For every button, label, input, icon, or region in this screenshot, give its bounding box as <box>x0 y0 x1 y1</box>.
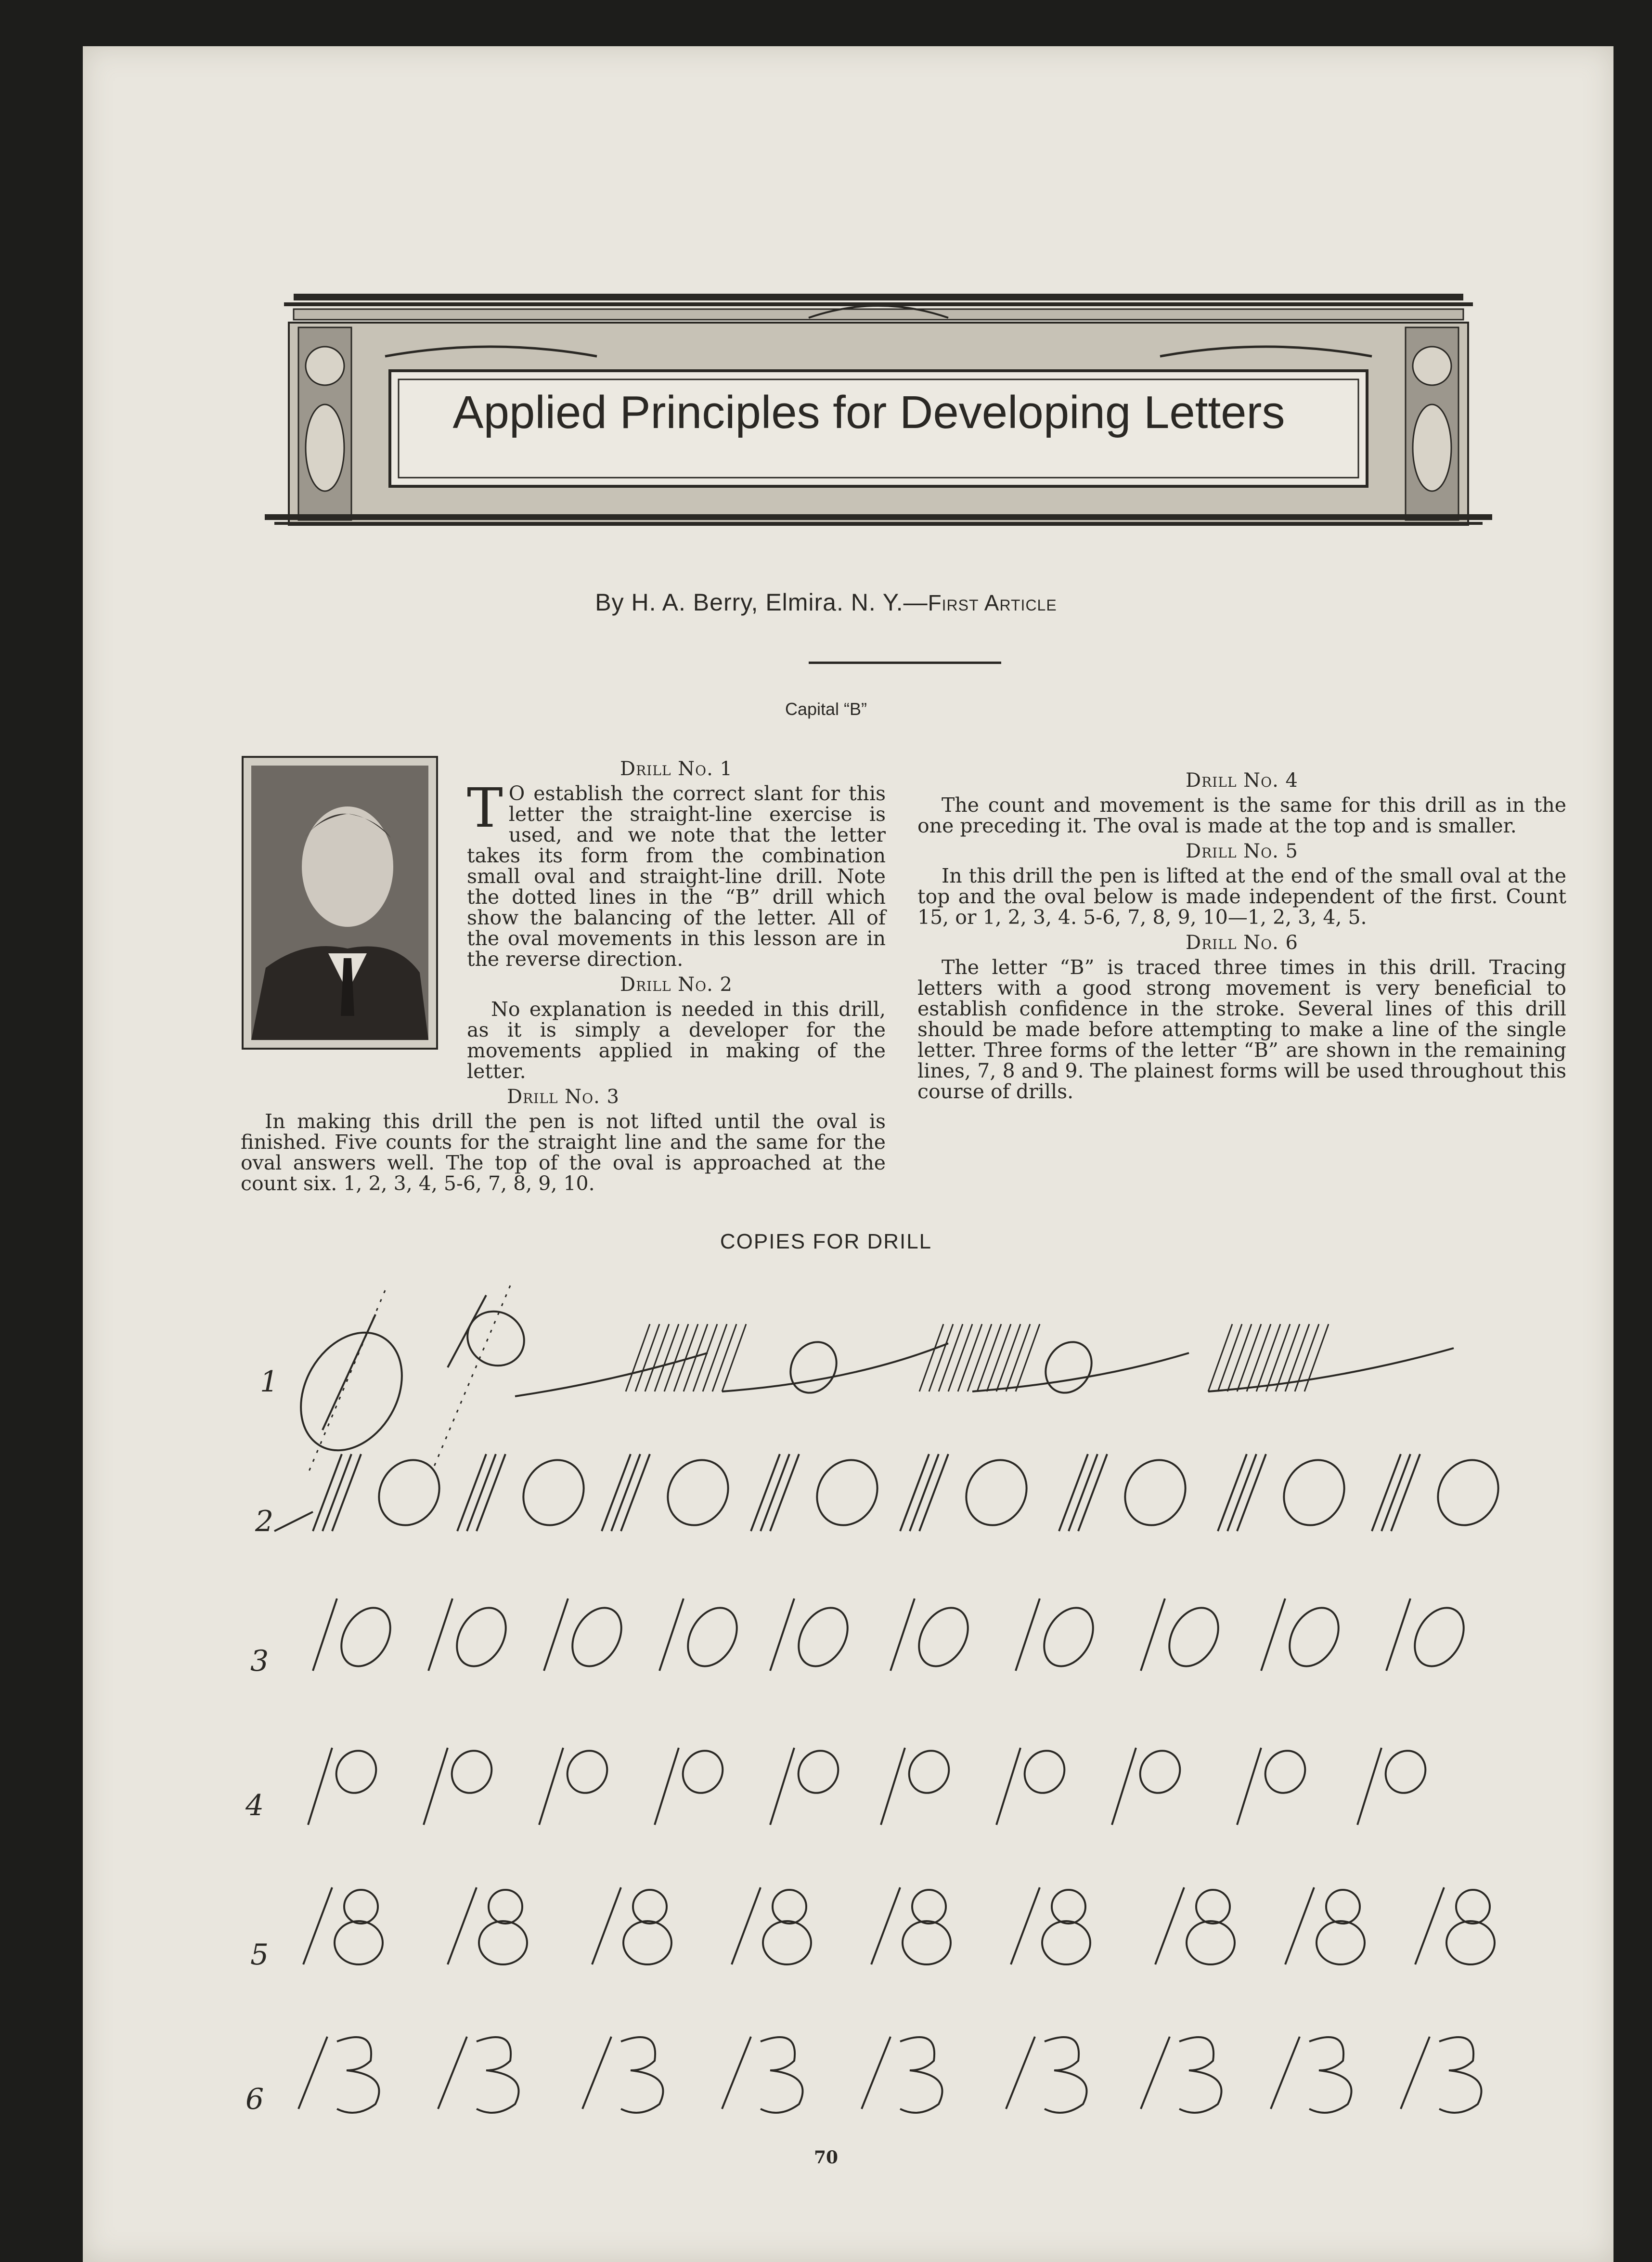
byline-author: By H. A. Berry, Elmira. N. Y. <box>595 589 903 616</box>
byline-dash: — <box>903 589 928 616</box>
drill-6-text: The letter “B” is traced three times in this drill. Tracing letters with a good strong movement is very beneficial to establish confidence in the stroke. Several lines of this drill should be made before attempting to make a line of the single letter. Three forms of the letter “B” are shown in the remaining lines, 7, 8 and 9. The plainest forms will be used throughout this course of drills. <box>917 956 1566 1103</box>
row-number-5: 5 <box>250 1938 269 1972</box>
drill-3-text: In making this drill the pen is not lifted until the oval is finished. Five counts for the straight line and the same for the oval answers well. The top of the oval is approached at the count six. 1, 2, 3, 4, 5-6, 7, 8, 9, 10. <box>241 1110 886 1195</box>
copies-title: COPIES FOR DRILL <box>720 1230 932 1253</box>
byline-article: First Article <box>928 590 1057 615</box>
drill-5-text: In this drill the pen is lifted at the end of the small oval at the top and the oval below is made independent of the first. Count 15, or 1, 2, 3, 4. 5-6, 7, 8, 9, 10—1, 2, 3, 4, 5. <box>917 864 1566 929</box>
right-column <box>917 766 1566 1102</box>
drop-cap: T <box>467 777 503 840</box>
row-3-strokes <box>313 1599 1473 1675</box>
byline <box>0 588 1652 616</box>
left-column <box>241 754 886 1194</box>
row-number-3: 3 <box>250 1644 269 1678</box>
page-number: 70 <box>813 2147 839 2168</box>
drill-row-6 <box>245 2037 1482 2116</box>
drill-row-4 <box>245 1743 1433 1825</box>
drill-2-text: No explanation is needed in this drill, as it is simply a developer for the movements applied in making of the letter. <box>467 998 886 1083</box>
drill-row-5 <box>250 1887 1495 1972</box>
drill-4-text: The count and movement is the same for this drill as in the one preceding it. The oval is made at the top and is smaller. <box>917 793 1566 837</box>
drill-2-heading: Drill No. 2 <box>620 974 733 996</box>
row-number-6: 6 <box>245 2082 264 2116</box>
drill-6-heading: Drill No. 6 <box>1186 932 1298 954</box>
row-number-1: 1 <box>260 1365 279 1399</box>
drill-4-heading: Drill No. 4 <box>1186 769 1298 792</box>
drill-row-2 <box>255 1449 1510 1538</box>
drill-row-3 <box>250 1599 1473 1678</box>
row-6-strokes <box>298 2037 1482 2113</box>
drill-copies-sheet <box>226 1271 1550 2138</box>
title-text: Applied Principles for Developing Letters <box>452 387 1285 438</box>
row-2-strokes <box>274 1449 1510 1536</box>
row-1-strokes <box>281 1286 1454 1473</box>
row-number-2: 2 <box>255 1505 274 1538</box>
drill-row-1 <box>260 1286 1454 1473</box>
row-number-4: 4 <box>245 1789 264 1822</box>
drill-1-text: O establish the correct slant for this letter the straight-line exercise is used, and we note that the letter takes its form from the combination small oval and straight-line drill. Note the dotted lines in the “B” drill which show the balancing of the letter. All of the oval movements in this lesson are in the reverse direction. <box>467 782 886 971</box>
divider-rule <box>809 662 1001 664</box>
drill-3-heading: Drill No. 3 <box>507 1086 620 1108</box>
drill-5-heading: Drill No. 5 <box>1186 840 1298 862</box>
drill-1-paragraph <box>467 777 886 971</box>
row-4-strokes <box>308 1743 1433 1825</box>
row-5-strokes <box>303 1887 1495 1964</box>
subtitle: Capital “B” <box>785 699 867 719</box>
drill-1-heading: Drill No. 1 <box>620 758 733 780</box>
row-1-straight-line-drills <box>626 1324 1329 1391</box>
